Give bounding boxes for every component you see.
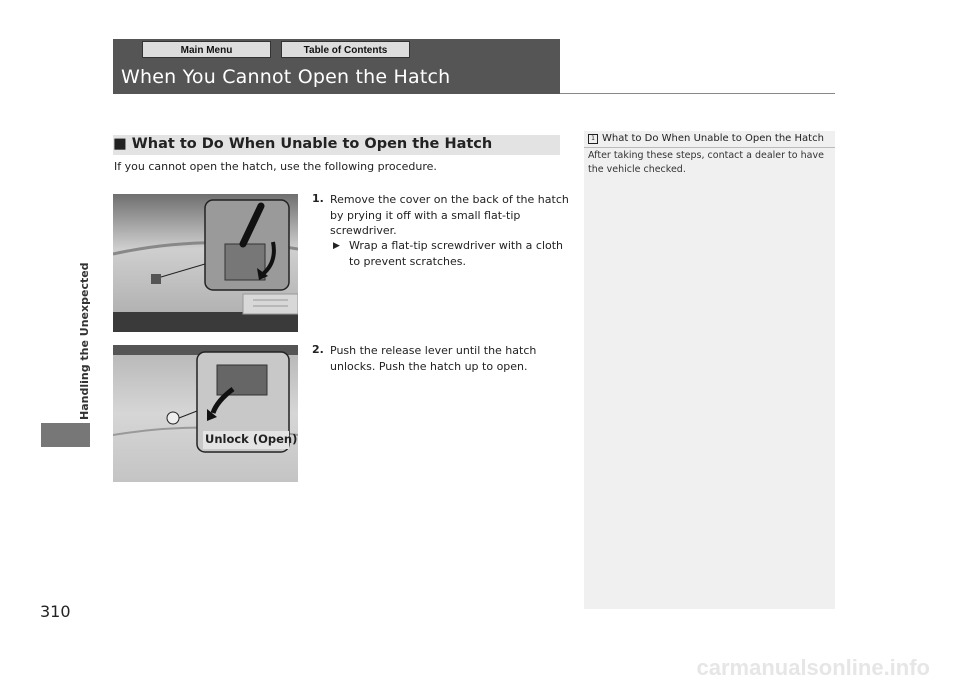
- step-2-number: 2.: [312, 343, 324, 356]
- sidebar-body-line: the vehicle checked.: [588, 164, 686, 175]
- step-1-note-line: Wrap a flat-tip screwdriver with a cloth: [349, 239, 564, 252]
- page-number: 310: [40, 602, 71, 621]
- sidebar-heading[interactable]: [588, 133, 824, 144]
- sidebar-heading-text: What to Do When Unable to Open the Hatch: [602, 133, 824, 144]
- intro-text: If you cannot open the hatch, use the following procedure.: [114, 160, 437, 173]
- table-of-contents-button[interactable]: Table of Contents: [281, 41, 410, 58]
- chapter-side-label: Handling the Unexpected: [78, 262, 91, 420]
- step2-photo: [113, 345, 298, 482]
- step1-photo: [113, 194, 298, 332]
- step-1-line: Remove the cover on the back of the hatch: [330, 193, 569, 206]
- step-2-text: [330, 343, 536, 374]
- section-title: ■ What to Do When Unable to Open the Hatch: [113, 136, 493, 152]
- step-2-line: unlocks. Push the hatch up to open.: [330, 359, 528, 373]
- step-1-note: [349, 238, 563, 269]
- watermark: carmanualsonline.info: [696, 655, 930, 680]
- sidebar-body-line: After taking these steps, contact a dealer to have: [588, 150, 824, 161]
- main-menu-button[interactable]: Main Menu: [142, 41, 271, 58]
- sidebar-panel: [584, 131, 835, 609]
- header-rule: [560, 93, 835, 94]
- unlock-label: Unlock (Open): [205, 432, 298, 446]
- step-1-note-line: to prevent scratches.: [349, 254, 466, 268]
- triangle-right-icon: ▶: [333, 241, 340, 251]
- page-title: When You Cannot Open the Hatch: [121, 66, 451, 88]
- step-1-line: by prying it off with a small flat-tip: [330, 208, 521, 222]
- sidebar-rule: [584, 147, 835, 148]
- chapter-tab[interactable]: [41, 423, 90, 447]
- step-1-line: screwdriver.: [330, 224, 397, 237]
- sidebar-body: [588, 149, 828, 177]
- step-1-text: [330, 192, 569, 239]
- step-2-line: Push the release lever until the hatch: [330, 344, 537, 357]
- note-icon: 1: [588, 134, 598, 144]
- step-1-number: 1.: [312, 192, 324, 205]
